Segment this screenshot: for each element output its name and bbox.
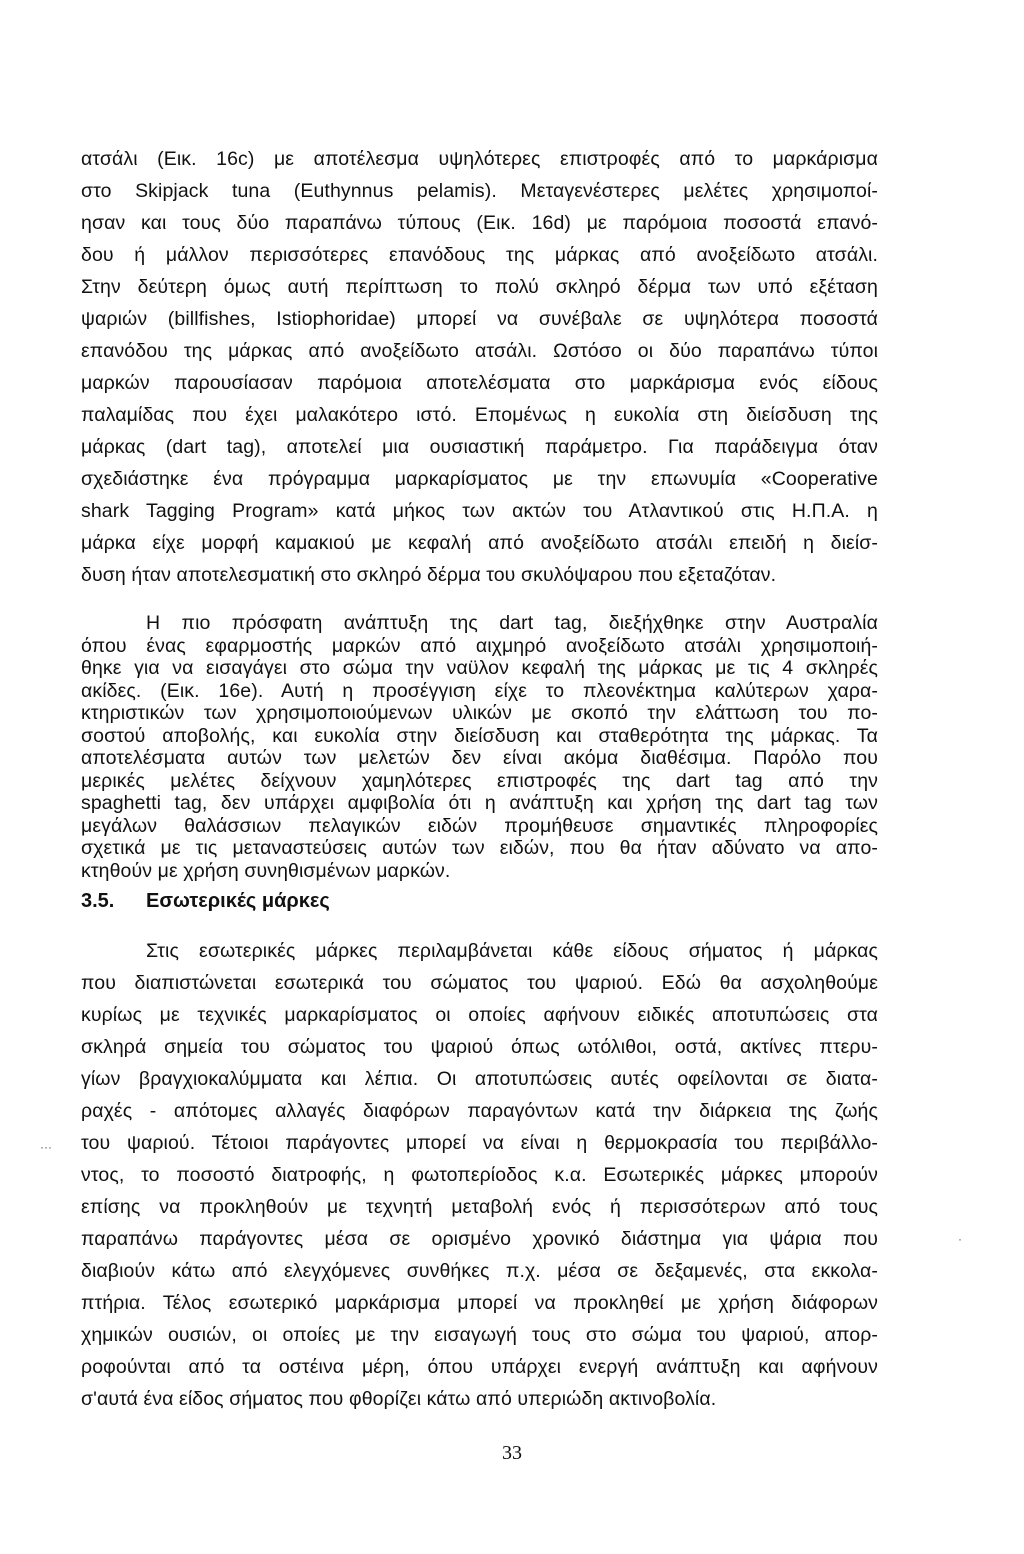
text-line: Στις εσωτερικές μάρκες περιλαμβάνεται κάθε είδους σήματος ή μάρκας (146, 940, 878, 962)
text-line: ατσάλι (Εικ. 16c) με αποτέλεσμα υψηλότερες επιστροφές από το μαρκάρισμα (81, 148, 878, 170)
scan-speck: ··· (40, 1140, 52, 1154)
text-line: ντος, το ποσοστό διατροφής, η φωτοπερίοδος κ.α. Εσωτερικές μάρκες μπορούν (81, 1164, 878, 1186)
text-line: πτήρια. Τέλος εσωτερικό μαρκάρισμα μπορεί να προκληθεί με χρήση διάφορων (81, 1292, 878, 1314)
section-title: Εσωτερικές μάρκες (146, 890, 330, 912)
text-line: χημικών ουσιών, οι οποίες με την εισαγωγή τους στο σώμα του ψαριού, απορ- (81, 1324, 878, 1346)
text-line: δυση ήταν αποτελεσματική στο σκληρό δέρμα του σκυλόψαρου που εξεταζόταν. (81, 564, 777, 586)
text-line: μαρκών παρουσίασαν παρόμοια αποτελέσματα στο μαρκάρισμα ενός είδους (81, 372, 878, 394)
text-line: θηκε για να εισαγάγει στο σώμα την ναϋλον κεφαλή της μάρκας με τις 4 σκληρές (81, 657, 878, 679)
text-line: αποτελέσματα αυτών των μελετών δεν είναι ακόμα διαθέσιμα. Παρόλο που (81, 747, 878, 769)
text-line: ραχές - απότομες αλλαγές διαφόρων παραγόντων κατά την διάρκεια της ζωής (81, 1100, 878, 1122)
text-line: σ'αυτά ένα είδος σήματος που φθορίζει κάτω από υπεριώδη ακτινοβολία. (81, 1388, 717, 1410)
text-line: ψαριών (billfishes, Istiophoridae) μπορεί να συνέβαλε σε υψηλότερα ποσοστά (81, 308, 878, 330)
text-line: κτηριστικών των χρησιμοποιούμενων υλικών με σκοπό την ελάττωση του πο- (81, 702, 878, 724)
section-number: 3.5. (81, 890, 115, 912)
text-line: Στην δεύτερη όμως αυτή περίπτωση το πολύ σκληρό δέρμα των υπό εξέταση (81, 276, 878, 298)
text-line: διαβιούν κάτω από ελεγχόμενες συνθήκες π.χ. μέσα σε δεξαμενές, στα εκκολα- (81, 1260, 878, 1282)
text-line: μερικές μελέτες δείχνουν χαμηλότερες επιστροφές της dart tag από την (81, 770, 878, 792)
text-line: στο Skipjack tuna (Euthynnus pelamis). Μεταγενέστερες μελέτες χρησιμοποί- (81, 180, 878, 202)
text-line: μεγάλων θαλάσσιων πελαγικών ειδών προμήθευσε σημαντικές πληροφορίες (81, 815, 878, 837)
text-line: σχετικά με τις μεταναστεύσεις αυτών των ειδών, που θα ήταν αδύνατο να απο- (81, 837, 878, 859)
scan-speck: · (958, 1232, 962, 1246)
text-line: ροφούνται από τα οστέινα μέρη, όπου υπάρχει ενεργή ανάπτυξη και αφήνουν (81, 1356, 878, 1378)
text-line: δου ή μάλλον περισσότερες επανόδους της μάρκας από ανοξείδωτο ατσάλι. (81, 244, 878, 266)
text-line: σοστού αποβολής, και ευκολία στην διείσδυση και σταθερότητα της μάρκας. Τα (81, 725, 878, 747)
text-line: σκληρά σημεία του σώματος του ψαριού όπως ωτόλιθοι, οστά, ακτίνες πτερυ- (81, 1036, 878, 1058)
text-line: παλαμίδας που έχει μαλακότερο ιστό. Επομένως η ευκολία στη διείσδυση της (81, 404, 878, 426)
text-line: spaghetti tag, δεν υπάρχει αμφιβολία ότι η ανάπτυξη και χρήση της dart tag των (81, 792, 878, 814)
text-line: παραπάνω παράγοντες μέσα σε ορισμένο χρονικό διάστημα για ψάρια που (81, 1228, 878, 1250)
text-line: επίσης να προκληθούν με τεχνητή μεταβολή ενός ή περισσότερων από τους (81, 1196, 878, 1218)
text-line: γίων βραγχιοκαλύμματα και λέπια. Οι αποτυπώσεις αυτές οφείλονται σε διατα- (81, 1068, 878, 1090)
text-line: του ψαριού. Τέτοιοι παράγοντες μπορεί να είναι η θερμοκρασία του περιβάλλο- (81, 1132, 878, 1154)
page-number: 33 (502, 1442, 522, 1464)
text-line: μάρκας (dart tag), αποτελεί μια ουσιαστική παράμετρο. Για παράδειγμα όταν (81, 436, 878, 458)
text-line: που διαπιστώνεται εσωτερικά του σώματος του ψαριού. Εδώ θα ασχοληθούμε (81, 972, 878, 994)
text-line: σχεδιάστηκε ένα πρόγραμμα μαρκαρίσματος με την επωνυμία «Cooperative (81, 468, 878, 490)
text-line: shark Tagging Program» κατά μήκος των ακτών του Ατλαντικού στις Η.Π.Α. η (81, 500, 878, 522)
text-line: κυρίως με τεχνικές μαρκαρίσματος οι οποίες αφήνουν ειδικές αποτυπώσεις στα (81, 1004, 878, 1026)
text-line: κτηθούν με χρήση συνηθισμένων μαρκών. (81, 860, 451, 882)
text-line: μάρκα είχε μορφή καμακιού με κεφαλή από ανοξείδωτο ατσάλι επειδή η διείσ- (81, 532, 878, 554)
text-line: ησαν και τους δύο παραπάνω τύπους (Εικ. 16d) με παρόμοια ποσοστά επανό- (81, 212, 878, 234)
text-line: Η πιο πρόσφατη ανάπτυξη της dart tag, διεξήχθηκε στην Αυστραλία (146, 612, 878, 634)
text-line: επανόδου της μάρκας από ανοξείδωτο ατσάλι. Ωστόσο οι δύο παραπάνω τύποι (81, 340, 878, 362)
text-line: όπου ένας εφαρμοστής μαρκών από αιχμηρό ανοξείδωτο ατσάλι χρησιμοποιή- (81, 635, 878, 657)
text-line: ακίδες. (Εικ. 16e). Αυτή η προσέγγιση είχε το πλεονέκτημα καλύτερων χαρα- (81, 680, 878, 702)
section-heading (81, 887, 330, 916)
